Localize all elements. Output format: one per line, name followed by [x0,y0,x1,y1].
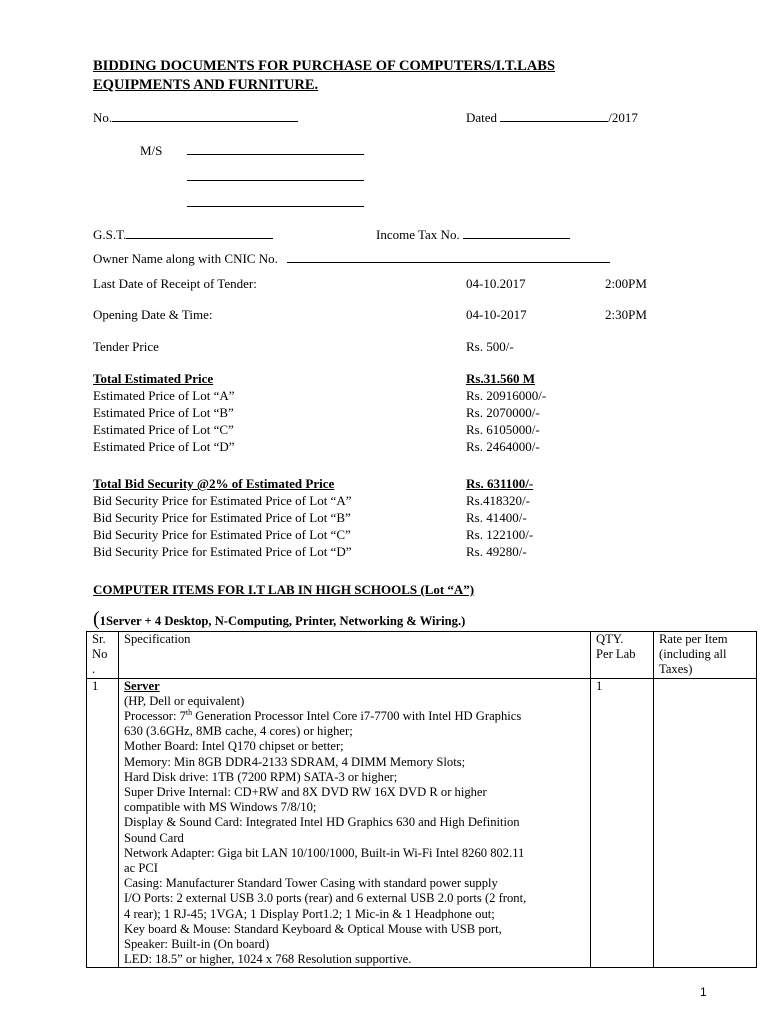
number-label: No. [93,110,113,125]
ms-blank-line-1[interactable] [187,143,364,159]
security-item-label: Bid Security Price for Estimated Price of Lot “B” [93,510,351,525]
last-date-value: 04-10.2017 [466,276,526,291]
security-item-value: Rs. 49280/- [466,544,527,559]
ms-blank-line-3[interactable] [187,195,364,211]
estimated-item-label: Estimated Price of Lot “C” [93,422,234,437]
spec-line: Processor: 7th Generation Processor Intel Core i7-7700 with Intel HD Graphics [124,707,522,724]
spec-line: Network Adapter: Giga bit LAN 10/100/1000, Built-in Wi-Fi Intel 8260 802.11 [124,845,525,860]
spec-line: Memory: Min 8GB DDR4-2133 SDRAM, 4 DIMM Memory Slots; [124,754,466,769]
number-blank-line [112,110,298,122]
estimated-item-value: Rs. 2070000/- [466,405,540,420]
opening-date-value: 04-10-2017 [466,307,527,322]
estimated-item-label: Estimated Price of Lot “B” [93,405,234,420]
spec-line: ac PCI [124,861,158,876]
security-item-label: Bid Security Price for Estimated Price of Lot “C” [93,527,351,542]
ms-label: M/S [140,143,163,158]
spec-line: LED: 18.5” or higher, 1024 x 768 Resolution supportive. [124,952,412,967]
spec-line: Key board & Mouse: Standard Keyboard & Optical Mouse with USB port, [124,921,502,936]
dated-year: /2017 [608,110,638,125]
last-date-time: 2:00PM [605,276,647,291]
estimated-item-label: Estimated Price of Lot “D” [93,439,235,454]
header-specification: Specification [119,632,591,679]
row-specification [119,678,591,968]
section-subheading-text: 1Server + 4 Desktop, N-Computing, Printer, Networking & Wiring.) [99,614,466,628]
section-heading: COMPUTER ITEMS FOR I.T LAB IN HIGH SCHOOLS (Lot “A”) [93,582,475,597]
income-tax-field[interactable] [376,227,570,243]
item-name: Server [124,678,160,693]
page-number: 1 [700,985,707,999]
gst-label: G.S.T. [93,227,127,242]
security-item-label: Bid Security Price for Estimated Price of Lot “D” [93,544,352,559]
security-heading: Total Bid Security @2% of Estimated Price [93,476,335,491]
document-title-line-2: EQUIPMENTS AND FURNITURE. [93,77,319,93]
tender-price-label: Tender Price [93,339,159,354]
estimated-item-value: Rs. 20916000/- [466,388,547,403]
row-sr-number: 1 [87,678,119,968]
header-sr-no: Sr. No . [87,632,119,679]
income-tax-label: Income Tax No. [376,227,460,242]
last-date-label: Last Date of Receipt of Tender: [93,276,257,291]
spec-line: compatible with MS Windows 7/8/10; [124,800,317,815]
header-rate: Rate per Item (including all Taxes) [654,632,757,679]
gst-blank-line [126,227,273,239]
table-header-row [87,632,757,679]
gst-field[interactable] [93,227,273,243]
document-title-line-1: BIDDING DOCUMENTS FOR PURCHASE OF COMPUTERS/I.T.LABS [93,58,556,74]
spec-line: Sound Card [124,830,184,845]
spec-line: 4 rear); 1 RJ-45; 1VGA; 1 Display Port1.2; 1 Mic-in & 1 Headphone out; [124,906,495,921]
section-subheading [93,609,465,631]
row-rate[interactable] [654,678,757,968]
spec-line: Display & Sound Card: Integrated Intel HD Graphics 630 and High Definition [124,815,520,830]
section-subheading-paren: ( [93,608,100,630]
security-item-value: Rs. 41400/- [466,510,527,525]
estimated-item-label: Estimated Price of Lot “A” [93,388,235,403]
security-item-value: Rs.418320/- [466,493,530,508]
opening-time-value: 2:30PM [605,307,647,322]
security-total: Rs. 631100/- [466,476,534,491]
tender-price-value: Rs. 500/- [466,339,514,354]
dated-blank-line [500,110,608,122]
dated-field[interactable] [466,110,638,126]
estimated-total: Rs.31.560 M [466,371,535,386]
estimated-item-value: Rs. 2464000/- [466,439,540,454]
spec-line: Super Drive Internal: CD+RW and 8X DVD RW 16X DVD R or higher [124,785,487,800]
spec-table [86,631,757,968]
dated-label: Dated [466,110,498,125]
row-quantity: 1 [591,678,654,968]
estimated-heading: Total Estimated Price [93,371,214,386]
spec-line: Mother Board: Intel Q170 chipset or better; [124,739,344,754]
income-tax-blank-line [463,227,570,239]
owner-field[interactable] [93,251,610,267]
estimated-item-value: Rs. 6105000/- [466,422,540,437]
header-quantity: QTY. Per Lab [591,632,654,679]
security-item-value: Rs. 122100/- [466,527,534,542]
spec-line: I/O Ports: 2 external USB 3.0 ports (rear) and 6 external USB 2.0 ports (2 front, [124,891,527,906]
ms-blank-line-2[interactable] [187,169,364,185]
table-row [87,678,757,968]
spec-line: Casing: Manufacturer Standard Tower Casing with standard power supply [124,876,498,891]
opening-date-label: Opening Date & Time: [93,307,213,322]
spec-line: (HP, Dell or equivalent) [124,693,245,708]
spec-line: Hard Disk drive: 1TB (7200 RPM) SATA-3 or higher; [124,769,398,784]
number-field[interactable] [93,110,298,126]
security-item-label: Bid Security Price for Estimated Price of Lot “A” [93,493,352,508]
owner-blank-line [287,251,610,263]
owner-label: Owner Name along with CNIC No. [93,251,278,266]
spec-line: 630 (3.6GHz, 8MB cache, 4 cores) or higher; [124,724,353,739]
spec-line: Speaker: Built-in (On board) [124,937,270,952]
